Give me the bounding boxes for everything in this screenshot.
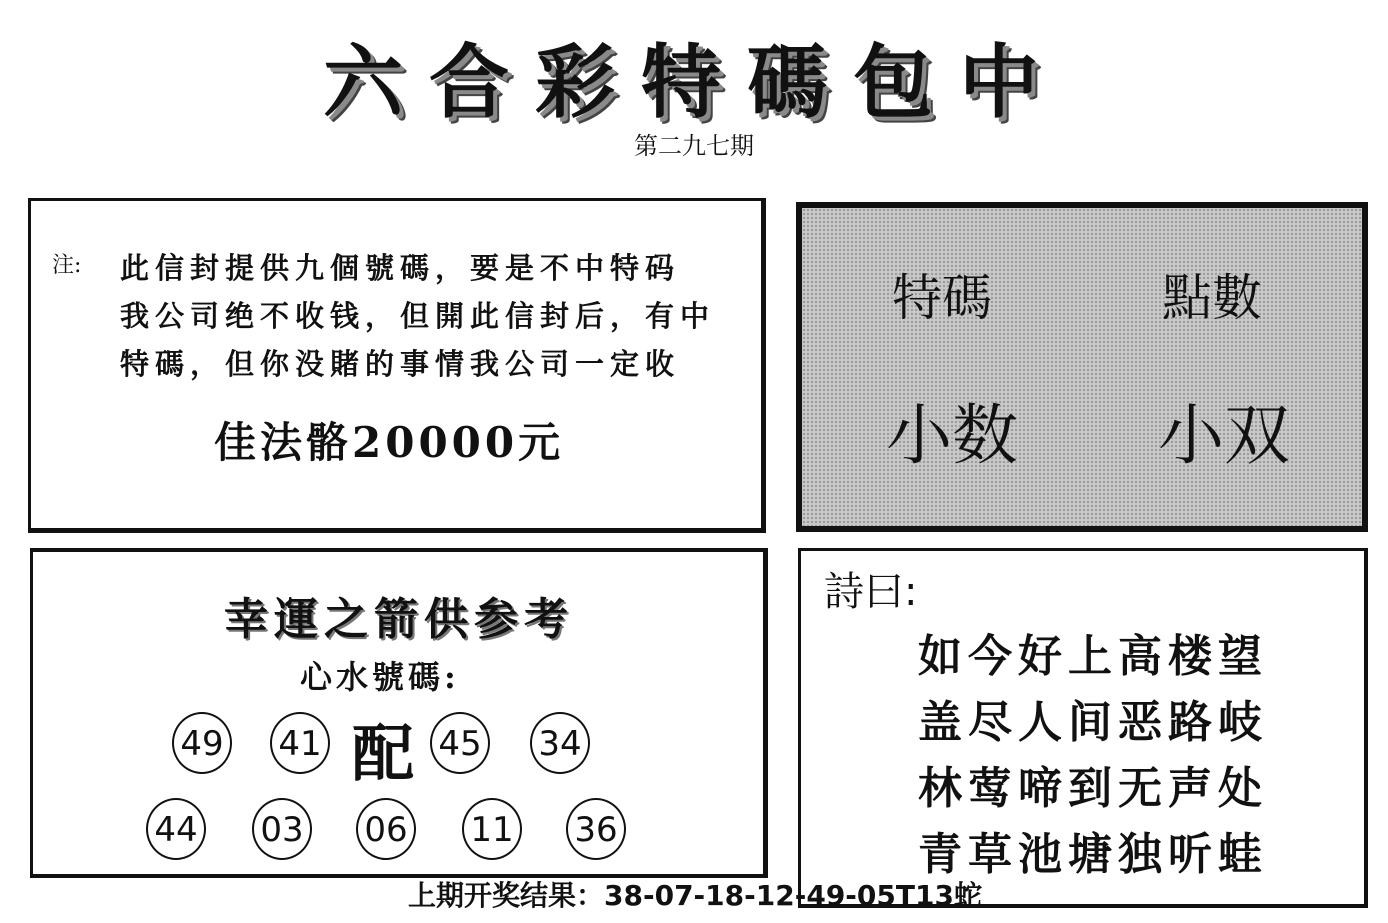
poem-line-2: 盖尽人间恶路岐 [918,697,1268,748]
number-ball: 44 [146,798,206,860]
note-label: 注: [52,253,82,278]
note-line-2: 我公司绝不收钱，但開此信封后，有中 [120,299,716,333]
number-ball: 41 [270,712,330,774]
reward-text: 佳法骼20000元 [214,418,565,467]
number-ball: 06 [356,798,416,860]
number-ball: 45 [430,712,490,774]
poem-label: 詩曰: [824,569,918,615]
number-ball: 36 [566,798,626,860]
poem-line-3: 林莺啼到无声处 [918,763,1268,814]
number-ball: 34 [530,712,590,774]
number-ball: 49 [172,712,232,774]
pair-char: 配 [352,717,415,790]
stat-header-points: 點數 [1162,269,1262,327]
lucky-title: 幸運之箭供参考 [224,594,574,645]
stat-header-special: 特碼 [892,269,992,327]
note-line-3: 特碼，但你没賭的事情我公司一定收 [120,347,681,381]
number-ball: 11 [462,798,522,860]
stat-value-special: 小数 [886,397,1018,474]
poem-line-1: 如今好上高楼望 [918,631,1268,682]
page-title: 六合彩特碼包中 [323,35,1065,129]
stat-value-points: 小双 [1158,397,1290,474]
note-line-1: 此信封提供九個號碼，要是不中特码 [120,251,681,285]
poem-line-4: 青草池塘独听蛙 [918,829,1268,880]
number-ball: 03 [252,798,312,860]
lucky-subtitle: 心水號碼: [300,658,460,696]
last-result: 上期开奖结果：38-07-18-12-49-05T13蛇 [408,879,982,912]
stats-panel [796,202,1368,532]
issue-number: 第二九七期 [634,132,754,160]
